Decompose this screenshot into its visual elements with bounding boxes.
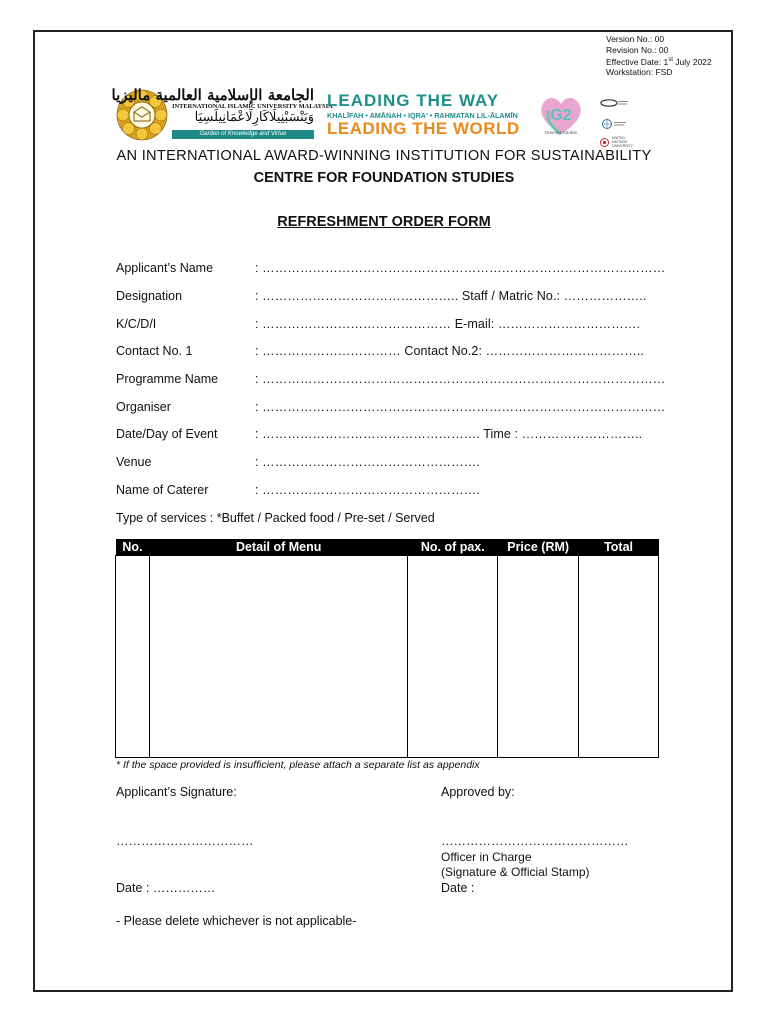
officer-in-charge-label: Officer in Charge [441, 850, 532, 864]
col-price-header: Price (RM) [498, 539, 579, 556]
designation-field[interactable]: : ……………………………………….. Staff / Matric No.: ……………….. [255, 289, 647, 303]
col-no-header: No. [116, 539, 150, 556]
leading-the-world-text: LEADING THE WORLD [327, 119, 520, 138]
un-university-icon [600, 138, 609, 147]
contact-no-label: Contact No. 1 [116, 344, 193, 358]
partner-logos [600, 95, 634, 148]
revision-number: Revision No.: 00 [606, 44, 669, 55]
caterer-label: Name of Caterer [116, 483, 209, 497]
document-control-block [606, 34, 712, 78]
cell-no[interactable] [116, 556, 150, 758]
venue-label: Venue [116, 455, 152, 469]
table-row [116, 556, 659, 758]
menu-table [115, 539, 659, 758]
cell-detail[interactable] [149, 556, 407, 758]
footer-note: - Please delete whichever is not applicable- [116, 914, 357, 928]
un-university-label: UNITED NATIONS UNIVERSITY [612, 136, 634, 148]
approver-date[interactable]: Date : [441, 881, 475, 895]
g2-caption: Greener Garden [544, 130, 578, 135]
applicant-date[interactable]: Date : …………… [116, 881, 216, 895]
approver-signature-line[interactable]: ……………………………………… [441, 834, 629, 848]
cell-price[interactable] [498, 556, 579, 758]
applicant-name-field[interactable]: : …………………………………………………………………………………… [255, 261, 666, 275]
centre-name: CENTRE FOR FOUNDATION STUDIES [253, 170, 515, 186]
iium-motto-band: Garden of Knowledge and Virtue [172, 130, 314, 139]
institution-tagline: AN INTERNATIONAL AWARD-WINNING INSTITUTION FOR SUSTAINABILITY [116, 148, 652, 164]
iium-english-name: INTERNATIONAL ISLAMIC UNIVERSITY MALAYSIA [172, 103, 333, 110]
col-total-header: Total [579, 539, 659, 556]
cell-total[interactable] [579, 556, 659, 758]
applicant-signature-line[interactable]: …………………………… [116, 834, 254, 848]
leading-values-text: KHALĪFAH • AMĀNAH • IQRA' • RAHMATAN LIL-ĀLAMĪN [327, 111, 518, 120]
iium-arabic-name: الجامعة الإسلامية العالمية ماليزيا [111, 86, 314, 104]
organiser-field[interactable]: : …………………………………………………………………………………… [255, 400, 666, 414]
organiser-label: Organiser [116, 400, 171, 414]
col-pax-header: No. of pax. [408, 539, 498, 556]
programme-name-label: Programme Name [116, 372, 219, 386]
contact-no-field[interactable]: : …………………………… Contact No.2: ……………………………….. [255, 344, 644, 358]
programme-name-field[interactable]: : …………………………………………………………………………………… [255, 372, 666, 386]
event-date-field[interactable]: : ……………………………………………. Time : ……………………….. [255, 427, 643, 441]
effective-date: Effective Date: 1st July 2022 [606, 56, 712, 67]
applicant-signature-label: Applicant’s Signature: [116, 785, 237, 799]
event-date-label: Date/Day of Event [116, 427, 218, 441]
col-detail-header: Detail of Menu [149, 539, 407, 556]
partner-globe-icon [600, 119, 628, 129]
officer-stamp-label: (Signature & Official Stamp) [441, 865, 590, 879]
appendix-note: * If the space provided is insufficient, please attach a separate list as appendix [116, 759, 480, 771]
kcdi-label: K/C/D/I [116, 317, 157, 331]
workstation: Workstation: FSD [606, 67, 673, 78]
form-title: REFRESHMENT ORDER FORM [277, 214, 491, 230]
g2-label: G2 [550, 107, 572, 124]
cell-pax[interactable] [408, 556, 498, 758]
iium-arabic-motto: وَيَنْسَبْنِيلَاكَارِلَاعْمَانِيلَسِيَا [194, 110, 314, 125]
applicant-name-label: Applicant’s Name [116, 261, 214, 275]
partner-ring-icon [600, 98, 628, 108]
leading-the-way-text: LEADING THE WAY [327, 91, 500, 110]
caterer-field[interactable]: : ……………………………………………. [255, 483, 480, 497]
designation-label: Designation [116, 289, 183, 303]
menu-table-header [116, 539, 659, 556]
approved-by-label: Approved by: [441, 785, 515, 799]
version-number: Version No.: 00 [606, 34, 665, 44]
type-of-services: Type of services : *Buffet / Packed food / Pre-set / Served [116, 511, 435, 525]
kcdi-field[interactable]: : ……………………………………… E-mail: ……………………………. [255, 317, 641, 331]
venue-field[interactable]: : ……………………………………………. [255, 455, 480, 469]
